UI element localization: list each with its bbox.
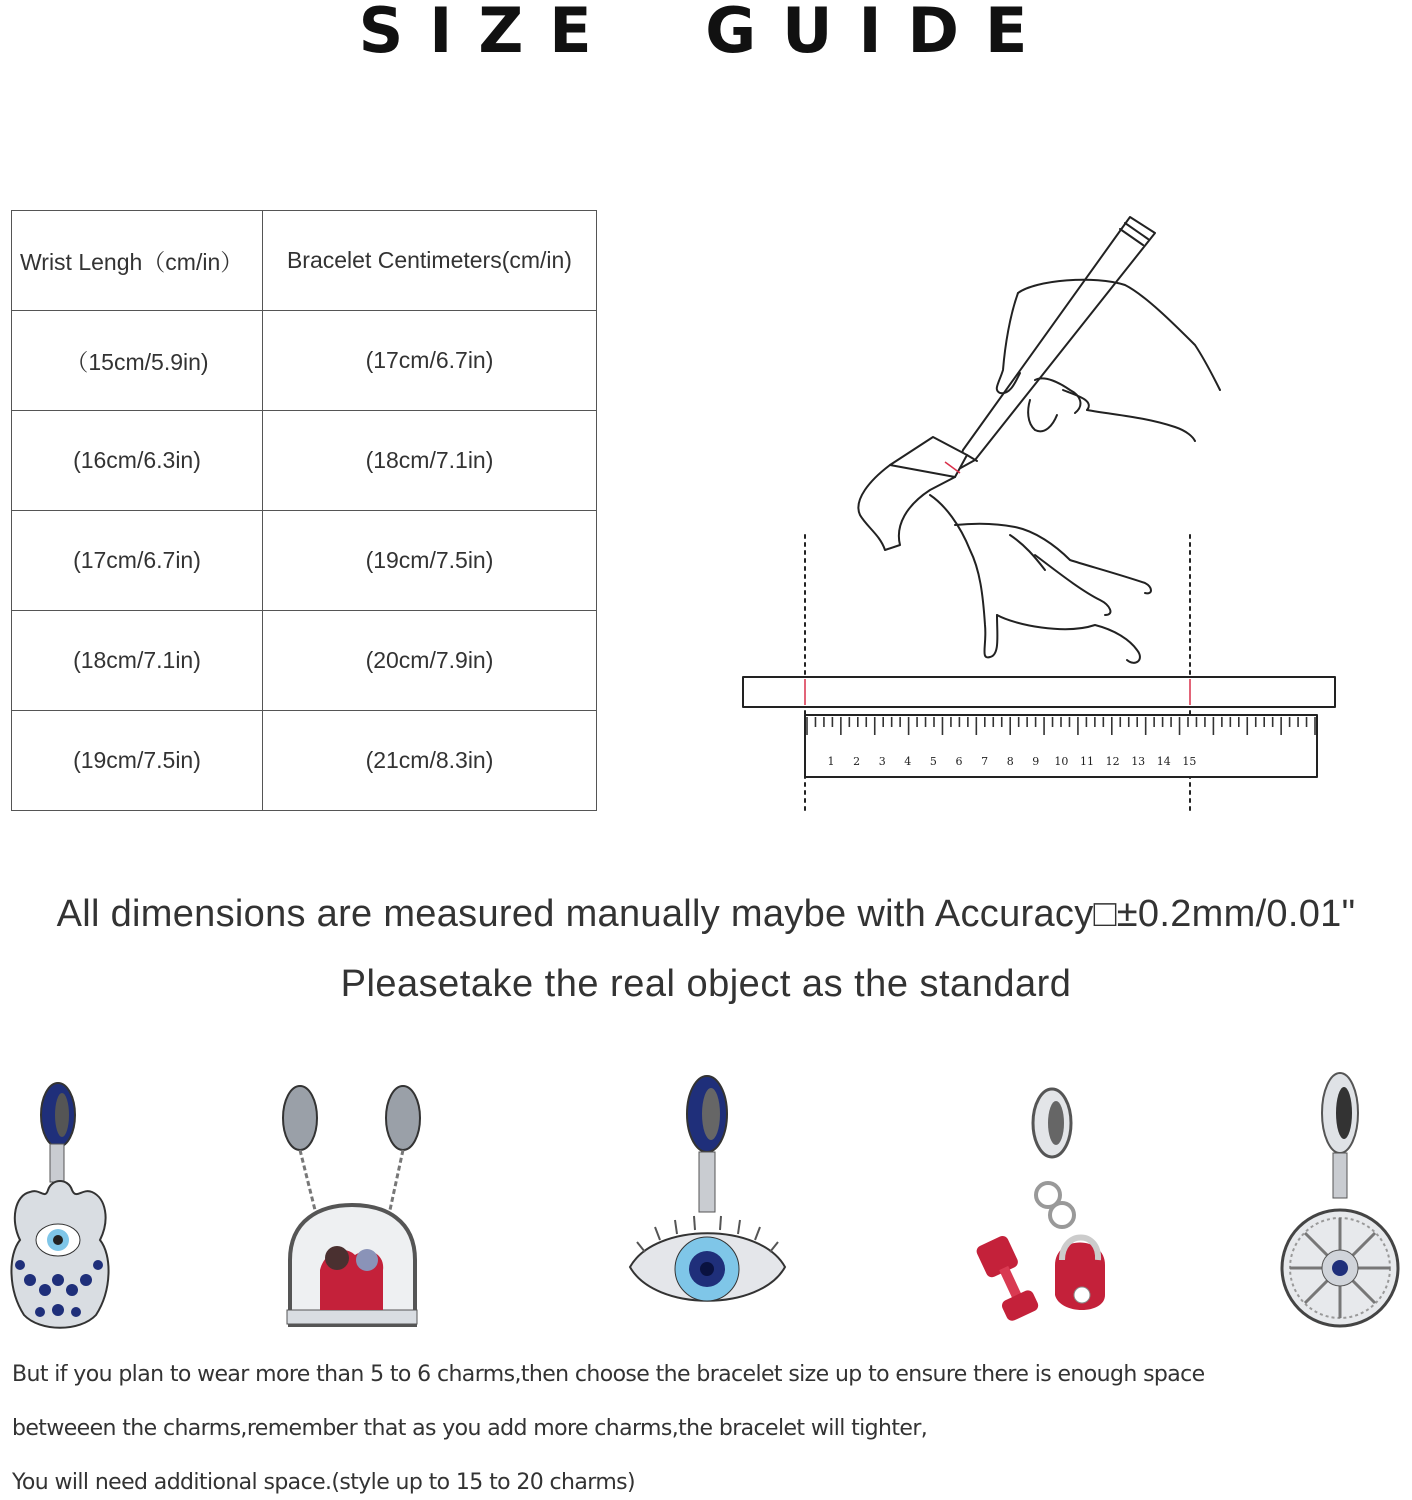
sun-medallion-charm-icon <box>1278 1068 1403 1343</box>
dumbbell-charm-icon <box>970 1085 1115 1325</box>
pencil-icon <box>957 217 1155 470</box>
ruler-number: 12 <box>1105 755 1120 768</box>
ruler-number: 10 <box>1054 755 1069 768</box>
ruler-number: 3 <box>878 755 886 768</box>
couple-arch-charm-icon <box>275 1080 435 1330</box>
footer-line-1: But if you plan to wear more than 5 to 6 charms,then choose the bracelet size up to ensure there is enough space <box>12 1362 1205 1387</box>
wrist-cell: (18cm/7.1in) <box>12 611 263 711</box>
wrist-measuring-illustration <box>735 205 1355 820</box>
ruler-number: 1 <box>827 755 835 768</box>
ruler-number: 7 <box>981 755 989 768</box>
ruler-number: 4 <box>904 755 912 768</box>
hamsa-charm-icon <box>0 1080 120 1335</box>
bracelet-cell: (21cm/8.3in) <box>262 711 596 811</box>
bracelet-cell: (18cm/7.1in) <box>262 411 596 511</box>
ruler-number: 6 <box>955 755 963 768</box>
table-row <box>12 611 597 711</box>
footer-line-3: You will need additional space.(style up to 15 to 20 charms) <box>12 1470 636 1495</box>
ruler-labels <box>828 755 1197 768</box>
standard-note: Pleasetake the real object as the standard <box>340 963 1072 1005</box>
table-row <box>12 711 597 811</box>
wrist-cell: (16cm/6.3in) <box>12 411 263 511</box>
ruler-number: 15 <box>1182 755 1197 768</box>
ruler-number: 11 <box>1080 755 1094 768</box>
ruler-number: 8 <box>1006 755 1014 768</box>
wrist-cell: (17cm/6.7in) <box>12 511 263 611</box>
table-header-row <box>12 211 597 311</box>
header-bracelet-size: Bracelet Centimeters(cm/in) <box>262 211 596 311</box>
ruler-number: 9 <box>1032 755 1040 768</box>
ruler-number: 14 <box>1156 755 1171 768</box>
wrist-cell: （15cm/5.9in) <box>12 311 263 411</box>
ruler-number: 2 <box>853 755 861 768</box>
size-table <box>11 210 597 811</box>
bracelet-cell: (17cm/6.7in) <box>262 311 596 411</box>
footer-line-2: betweeen the charms,remember that as you add more charms,the bracelet will tighter, <box>12 1416 928 1441</box>
accuracy-note: All dimensions are measured manually maybe with Accuracy□±0.2mm/0.01" <box>56 893 1356 935</box>
bracelet-cell: (19cm/7.5in) <box>262 511 596 611</box>
bracelet-cell: (20cm/7.9in) <box>262 611 596 711</box>
ruler-number: 5 <box>929 755 937 768</box>
table-row <box>12 511 597 611</box>
evil-eye-charm-icon <box>625 1072 790 1322</box>
measuring-tape-strip <box>743 677 1335 707</box>
header-wrist-length: Wrist Lengh（cm/in） <box>12 211 263 311</box>
wrist-hand-icon <box>858 437 1151 663</box>
wrist-cell: (19cm/7.5in) <box>12 711 263 811</box>
table-row <box>12 411 597 511</box>
table-row <box>12 311 597 411</box>
ruler-number: 13 <box>1131 755 1146 768</box>
page-title: SIZE GUIDE <box>358 0 1054 67</box>
